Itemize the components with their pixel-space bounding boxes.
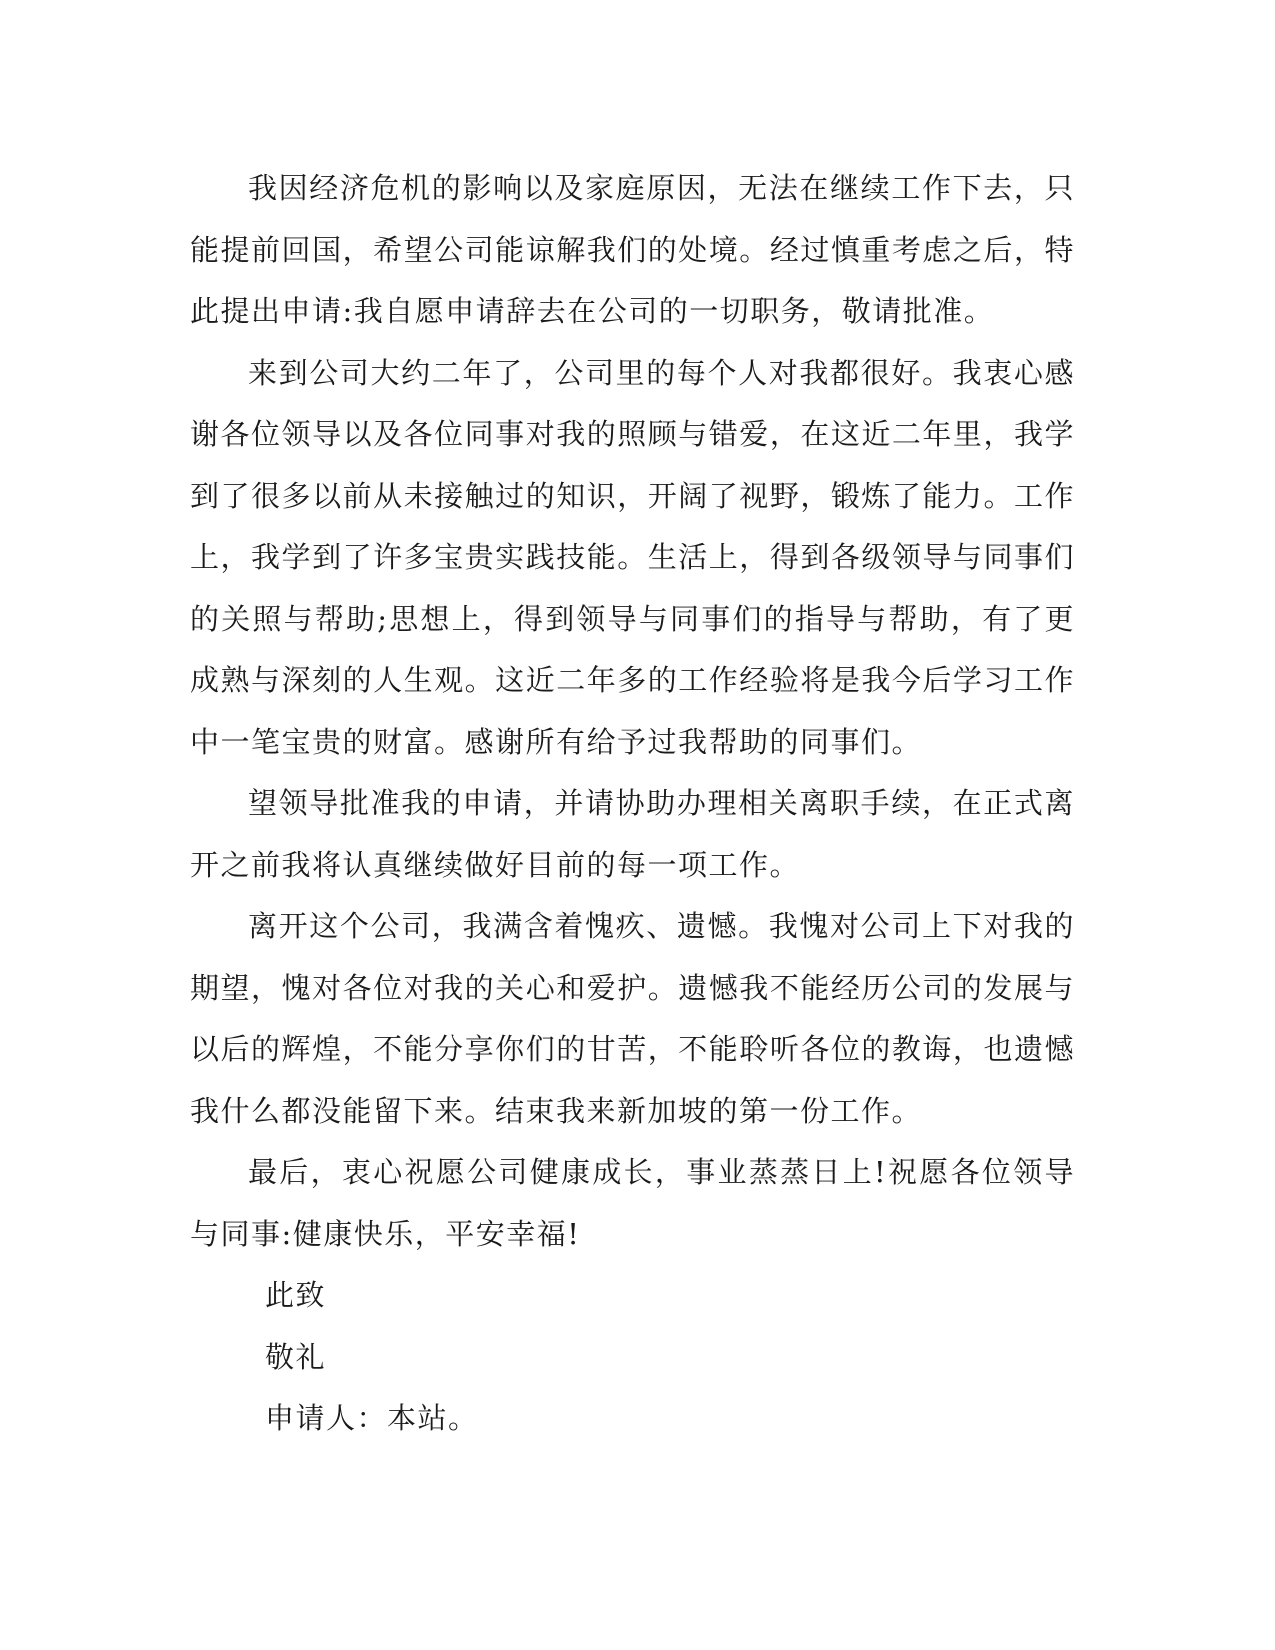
paragraph-gratitude: 来到公司大约二年了，公司里的每个人对我都很好。我衷心感谢各位领导以及各位同事对我的照顾与错爱，在这近二年里，我学到了很多以前从未接触过的知识，开阔了视野，锻炼了能力。工作上，我学到了许多宝贵实践技能。生活上，得到各级领导与同事们的关照与帮助;思想上，得到领导与同事们的指导与帮助，有了更成熟与深刻的人生观。这近二年多的工作经验将是我今后学习工作中一笔宝贵的财富。感谢所有给予过我帮助的同事们。 (190, 355, 1075, 759)
paragraph-reason: 我因经济危机的影响以及家庭原因，无法在继续工作下去，只能提前回国，希望公司能谅解我们的处境。经过慎重考虑之后，特此提出申请:我自愿申请辞去在公司的一切职务，敬请批准。 (190, 171, 1075, 328)
paragraph-wishes: 最后，衷心祝愿公司健康成长，事业蒸蒸日上!祝愿各位领导与同事:健康快乐，平安幸福! (190, 1155, 1075, 1251)
paragraph-regret: 离开这个公司，我满含着愧疚、遗憾。我愧对公司上下对我的期望，愧对各位对我的关心和爱护。遗憾我不能经历公司的发展与以后的辉煌，不能分享你们的甘苦，不能聆听各位的教诲，也遗憾我什么都没能留下来。结束我来新加坡的第一份工作。 (190, 909, 1075, 1128)
closing-salutation: 此致 (265, 1278, 327, 1312)
letter-body (190, 158, 1075, 1450)
signature: 申请人：本站。 (265, 1401, 479, 1435)
paragraph-request: 望领导批准我的申请，并请协助办理相关离职手续，在正式离开之前我将认真继续做好目前的每一项工作。 (190, 786, 1075, 882)
closing-regards: 敬礼 (265, 1339, 327, 1374)
